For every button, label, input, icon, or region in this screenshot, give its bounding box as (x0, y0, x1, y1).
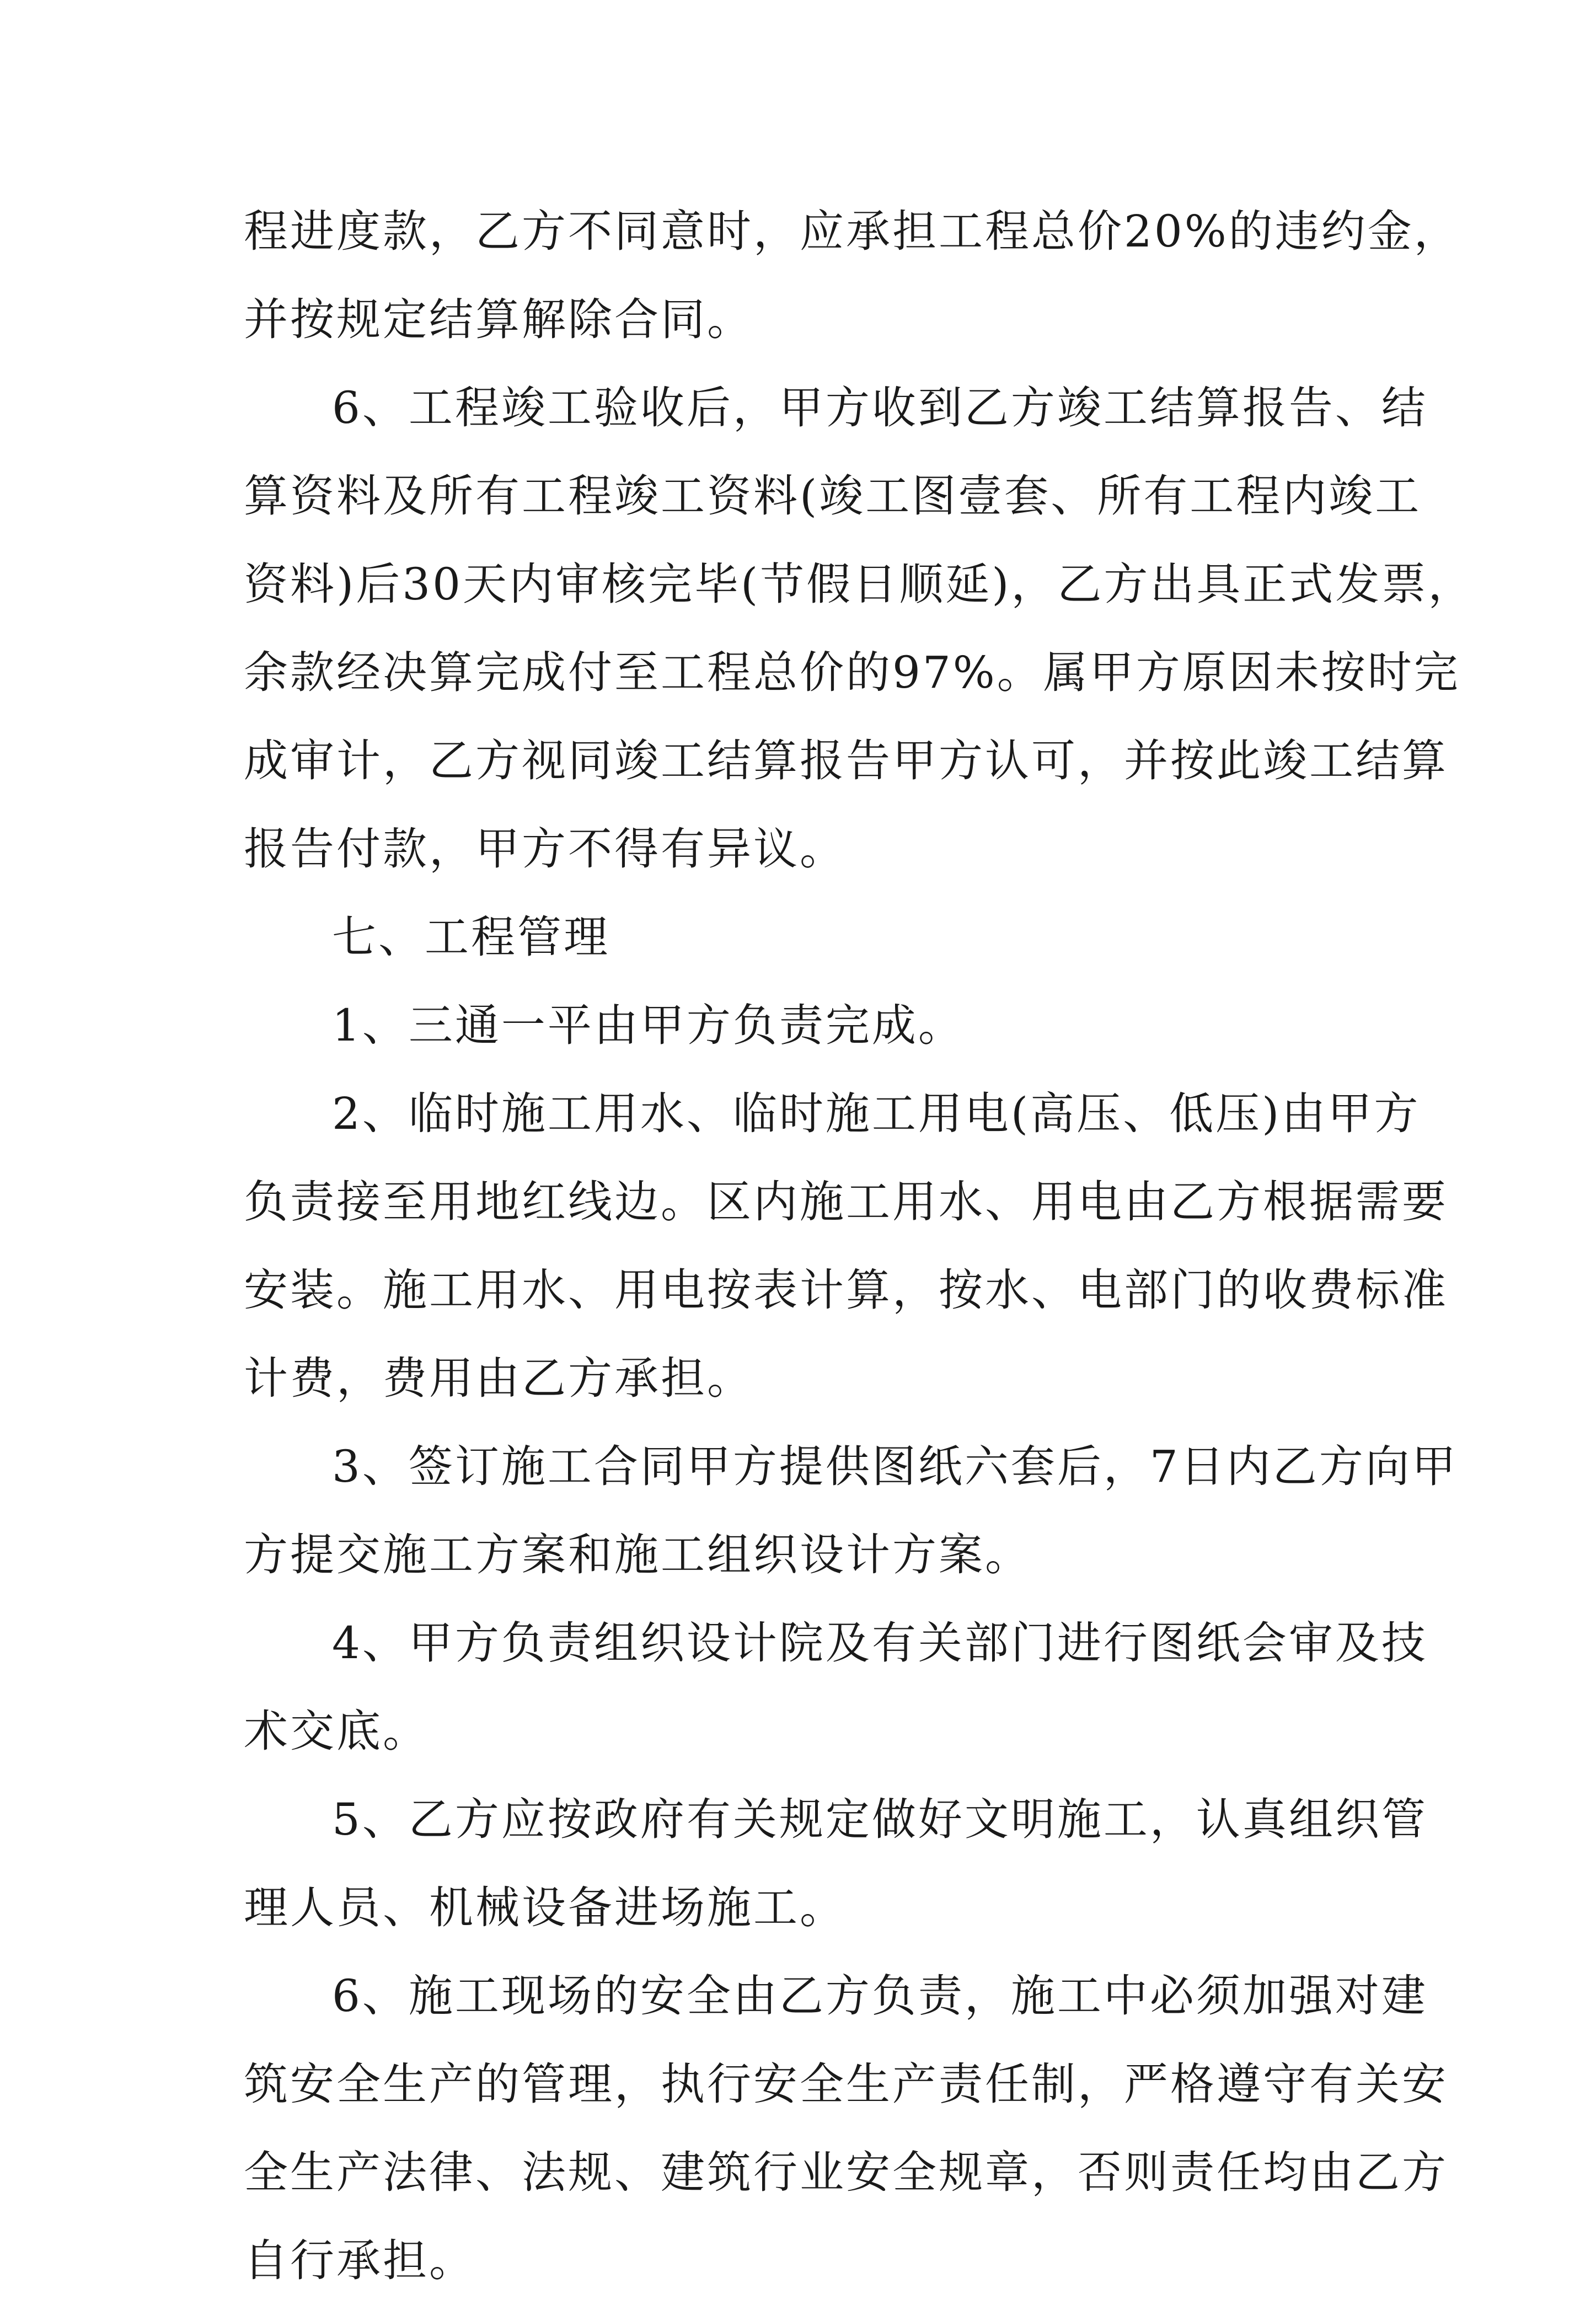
text-line: 术交底。 (244, 1706, 429, 1757)
paragraph-item-5 (244, 1776, 1428, 1952)
text-line: 安装。施工用水、用电按表计算，按水、电部门的收费标准 (244, 1264, 1448, 1316)
text-line: 1、三通一平由甲方负责完成。 (332, 1000, 965, 1051)
text-line: 3、签订施工合同甲方提供图纸六套后，7日内乙方向甲 (332, 1441, 1458, 1492)
paragraph-item-2 (244, 1070, 1448, 1423)
section-heading-project-management (244, 893, 1352, 982)
text-line: 七、工程管理 (332, 912, 610, 963)
text-line: 程进度款，乙方不同意时，应承担工程总价20%的违约金， (244, 206, 1460, 257)
text-line: 5、乙方应按政府有关规定做好文明施工，认真组织管 (332, 1794, 1428, 1845)
text-line: 报告付款，甲方不得有异议。 (244, 823, 846, 875)
text-line: 资料)后30天内审核完毕(节假日顺延)，乙方出具正式发票， (244, 559, 1475, 610)
paragraph-item-6-settlement (244, 364, 1475, 893)
text-line: 计费，费用由乙方承担。 (244, 1353, 753, 1404)
text-line: 6、施工现场的安全由乙方负责，施工中必须加强对建 (332, 1970, 1428, 2022)
text-line: 全生产法律、法规、建筑行业安全规章，否则责任均由乙方 (244, 2147, 1448, 2198)
text-line: 2、临时施工用水、临时施工用电(高压、低压)由甲方 (332, 1088, 1421, 1139)
text-line: 自行承担。 (244, 2235, 475, 2286)
paragraph-item-3 (244, 1423, 1458, 1599)
text-line: 4、甲方负责组织设计院及有关部门进行图纸会审及技 (332, 1617, 1428, 1669)
paragraph-item-4 (244, 1599, 1428, 1776)
paragraph-progress-payment-continued (244, 187, 1460, 364)
text-line: 负责接至用地红线边。区内施工用水、用电由乙方根据需要 (244, 1176, 1448, 1227)
text-line: 6、工程竣工验收后，甲方收到乙方竣工结算报告、结 (332, 382, 1428, 433)
text-line: 成审计，乙方视同竣工结算报告甲方认可，并按此竣工结算 (244, 735, 1448, 786)
paragraph-item-1 (244, 982, 1352, 1070)
text-line: 余款经决算完成付至工程总价的97%。属甲方原因未按时完 (244, 647, 1460, 698)
text-line: 筑安全生产的管理，执行安全生产责任制，严格遵守有关安 (244, 2059, 1448, 2110)
paragraph-item-6-safety (244, 1952, 1448, 2305)
text-line: 理人员、机械设备进场施工。 (244, 1882, 846, 1933)
document-body (244, 187, 1475, 2305)
text-line: 并按规定结算解除合同。 (244, 294, 753, 345)
text-line: 算资料及所有工程竣工资料(竣工图壹套、所有工程内竣工 (244, 470, 1422, 522)
text-line: 方提交施工方案和施工组织设计方案。 (244, 1529, 1031, 1580)
